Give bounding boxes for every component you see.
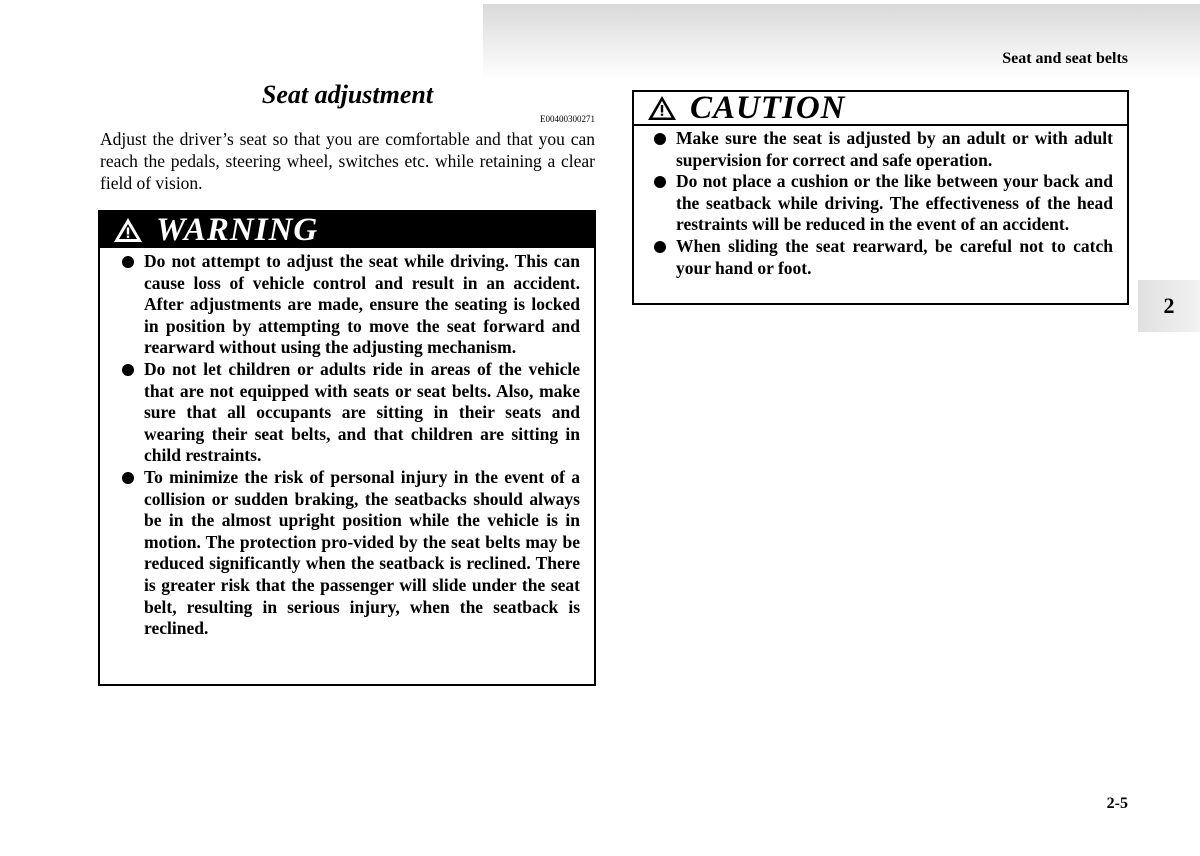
warning-triangle-icon [112, 216, 144, 244]
caution-item [654, 128, 1113, 171]
caution-item [654, 236, 1113, 279]
intro-paragraph: Adjust the driver’s seat so that you are comfortable and that you can reach the pedals, steering wheel, switches etc. while retaining a clear field of vision. [100, 129, 595, 193]
header-band [483, 4, 1200, 80]
section-title: Seat adjustment [261, 80, 434, 109]
document-code: E00400300271 [540, 114, 595, 124]
caution-item-text: Do not place a cushion or the like between your back and the seatback while driving. The effectiveness of the head restraints will be reduced in the event of an accident. [676, 171, 1113, 235]
caution-triangle-icon [646, 94, 678, 122]
warning-list [100, 248, 594, 640]
caution-item [654, 171, 1113, 236]
running-head: Seat and seat belts [1002, 50, 1128, 67]
bullet-icon [654, 176, 666, 188]
warning-item-text: Do not attempt to adjust the seat while driving. This can cause loss of vehicle control and result in an accident. After adjustments are made, ensure the seating is locked in position by attempting to move the seat forward and rearward without using the adjusting mechanism. [144, 251, 580, 358]
warning-item-text: To minimize the risk of personal injury in the event of a collision or sudden braking, the seatbacks should always be in the almost upright position while the vehicle is in motion. The protection pro-vided by the seat belts may be reduced significantly when the seatback is reclined. There is greater risk that the passenger will slide under the seat belt, resulting in serious injury, when the seatback is reclined. [144, 466, 580, 639]
bullet-icon [122, 256, 134, 268]
warning-item [122, 467, 580, 640]
warning-item-text: Do not let children or adults ride in areas of the vehicle that are not equipped with seats or seat belts. Also, make sure that all occupants are sitting in their seats and wearing their seat belts, and that children are sitting in child restraints. [144, 358, 580, 466]
caution-list [634, 126, 1127, 279]
bullet-icon [122, 472, 134, 484]
warning-item [122, 359, 580, 467]
warning-item [122, 251, 580, 359]
warning-header [100, 212, 594, 248]
caution-item-text: Make sure the seat is adjusted by an adult or with adult supervision for correct and safe operation. [676, 128, 1113, 170]
bullet-icon [122, 364, 134, 376]
warning-box [98, 210, 596, 686]
caution-box [632, 90, 1129, 305]
bullet-icon [654, 133, 666, 145]
caution-heading: CAUTION [690, 89, 846, 126]
caution-item-text: When sliding the seat rearward, be careful not to catch your hand or foot. [676, 235, 1113, 278]
page-number: 2-5 [1106, 795, 1128, 812]
chapter-tab: 2 [1138, 280, 1200, 332]
bullet-icon [654, 241, 666, 253]
warning-heading: WARNING [156, 211, 319, 248]
caution-header [634, 89, 1127, 126]
